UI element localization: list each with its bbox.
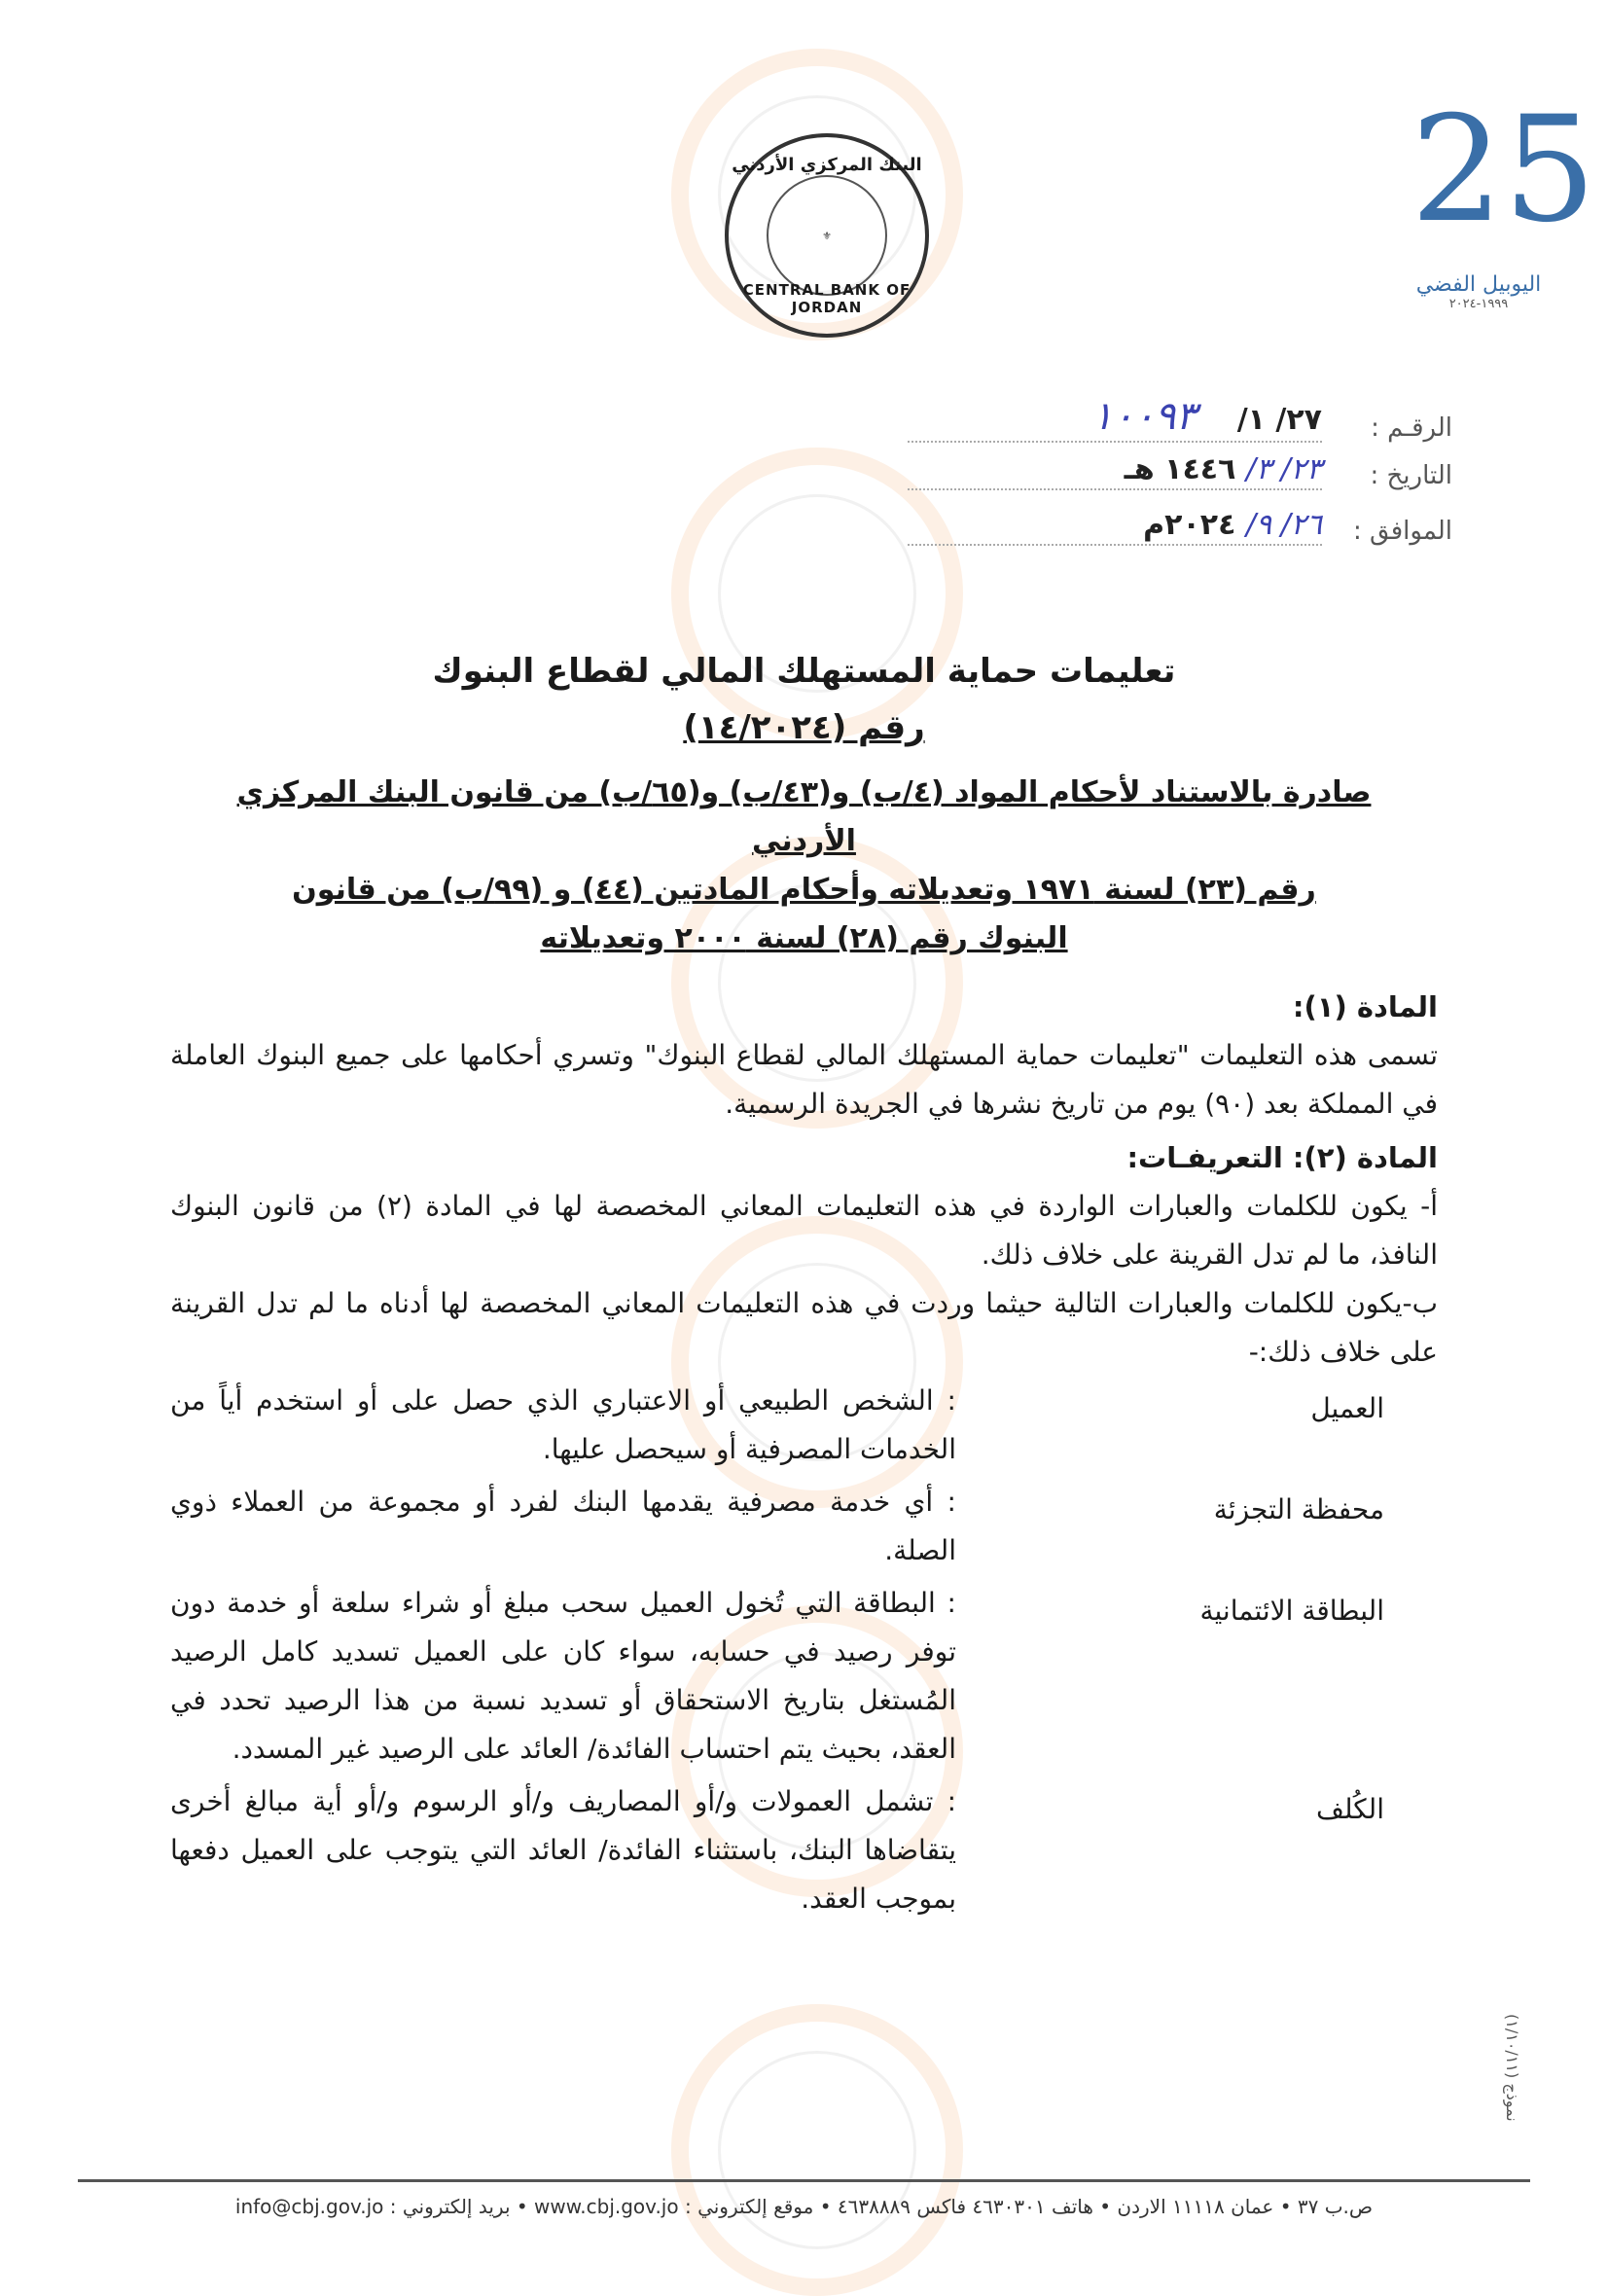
corresponding-value: [908, 508, 1322, 546]
document-title: تعليمات حماية المستهلك المالي لقطاع البنوك: [432, 652, 1176, 691]
definition-term: محفظة التجزئة: [1213, 1493, 1384, 1525]
number-label: الرقـم :: [1371, 413, 1452, 443]
article-2-para-a: أ- يكون للكلمات والعبارات الواردة في هذه التعليمات المعاني المخصصة لها في المادة (٢) من قانون البنوك النافذ، ما لم تدل القرينة على خلاف ذلك.: [170, 1190, 1438, 1271]
watermark-clock: [671, 2004, 963, 2296]
number-handwritten: ١٠٠٩٣: [1091, 394, 1197, 439]
silver-jubilee-logo: [1411, 68, 1596, 360]
date-value: [908, 452, 1322, 490]
number-value: [908, 394, 1322, 443]
definition-item: [170, 1377, 1384, 1474]
document-number: رقم (١٤/٢٠٢٤): [683, 708, 925, 747]
definitions-list: [170, 1377, 1384, 1923]
corresponding-label: الموافق :: [1353, 517, 1452, 546]
number-printed: ٢٧/ ١/: [1236, 403, 1322, 437]
definition-desc: : أي خدمة مصرفية يقدمها البنك لفرد أو مجموعة من العملاء ذوي الصلة.: [170, 1486, 956, 1566]
form-code: نموذج (١/١٠/١١): [1503, 2014, 1521, 2122]
article-2: [170, 1133, 1438, 1377]
article-1: [170, 983, 1438, 1129]
central-bank-seal: [725, 133, 929, 338]
footer-contact: ص.ب ٣٧ • عمان ١١١١٨ الاردن • هاتف ٤٦٣٠٣٠١ فاكس ٤٦٣٨٨٨٩ • موقع إلكتروني : www.cbj.gov.jo • بريد إلكتروني : info@cbj.gov.jo: [234, 2195, 1374, 2218]
subtitle-line: رقم (٢٣) لسنة ١٩٧١ وتعديلاته وأحكام المادتين (٤٤) و (٩٩/ب) من قانون: [292, 873, 1316, 907]
coat-of-arms-icon: ⚜: [767, 175, 887, 296]
jubilee-label: اليوبيل الفضي: [1415, 272, 1542, 297]
definition-desc: : الشخص الطبيعي أو الاعتباري الذي حصل على أو استخدم أياً من الخدمات المصرفية أو سيحصل عليها.: [170, 1384, 956, 1465]
gregorian-date-row: [908, 508, 1452, 546]
definition-term: الكُلف: [1315, 1793, 1384, 1825]
definition-desc: : البطاقة التي تُخول العميل سحب مبلغ أو شراء سلعة أو خدمة دون توفر رصيد في حسابه، سواء كان على العميل تسديد كامل الرصيد المُستغل بتاريخ الاستحقاق أو تسديد نسبة من هذا الرصيد تحدد في العقد، بحيث يتم احتساب الفائدة/ العائد على الرصيد غير المسدد.: [170, 1587, 956, 1765]
date-label: التاريخ :: [1370, 461, 1452, 490]
seal-arabic-text: البنك المركزي الأردني: [732, 155, 922, 175]
hijri-date-row: [908, 452, 1452, 490]
definition-item: [170, 1478, 1384, 1575]
definition-item: [170, 1777, 1384, 1923]
seal-english-text: CENTRAL BANK OF JORDAN: [742, 281, 911, 316]
subtitle-line: صادرة بالاستناد لأحكام المواد (٤/ب) و(٤٣/ب) و(٦٥/ب) من قانون البنك المركزي الأردني: [236, 775, 1372, 858]
watermark-clock: [671, 448, 963, 739]
corresponding-printed: ٢٠٢٤م: [1143, 508, 1236, 542]
document-subtitle: [195, 769, 1413, 963]
reference-number-row: [908, 394, 1452, 443]
article-1-heading: المادة (١):: [1292, 990, 1438, 1023]
corresponding-handwritten: ٢٦/ ٩/: [1245, 508, 1322, 542]
article-2-para-b: ب-يكون للكلمات والعبارات التالية حيثما وردت في هذه التعليمات المعاني المخصصة لها أدناه ما لم تدل القرينة على خلاف ذلك:-: [170, 1287, 1438, 1368]
definition-term: البطاقة الائتمانية: [1199, 1595, 1384, 1627]
definition-desc: : تشمل العمولات و/أو المصاريف و/أو الرسوم و/أو أية مبالغ أخرى يتقاضاها البنك، باستثناء الفائدة/ العائد التي يتوجب على العميل دفعها بموجب العقد.: [170, 1785, 956, 1915]
date-printed: ١٤٤٦ هـ: [1124, 452, 1236, 486]
subtitle-line: البنوك رقم (٢٨) لسنة ٢٠٠٠ وتعديلاته: [540, 921, 1068, 955]
article-1-text: تسمى هذه التعليمات "تعليمات حماية المستهلك المالي لقطاع البنوك" وتسري أحكامها على جميع البنوك العاملة في المملكة بعد (٩٠) يوم من تاريخ نشرها في الجريدة الرسمية.: [170, 1039, 1438, 1120]
definition-item: [170, 1579, 1384, 1774]
definition-term: العميل: [1310, 1392, 1384, 1424]
article-2-heading: المادة (٢): التعريفـات:: [1126, 1141, 1438, 1174]
jubilee-25-icon: 25: [1411, 86, 1596, 255]
date-handwritten: ٢٣/ ٣/: [1245, 452, 1322, 486]
footer-divider: [78, 2179, 1530, 2182]
jubilee-years: ١٩٩٩-٢٠٢٤: [1448, 297, 1509, 311]
